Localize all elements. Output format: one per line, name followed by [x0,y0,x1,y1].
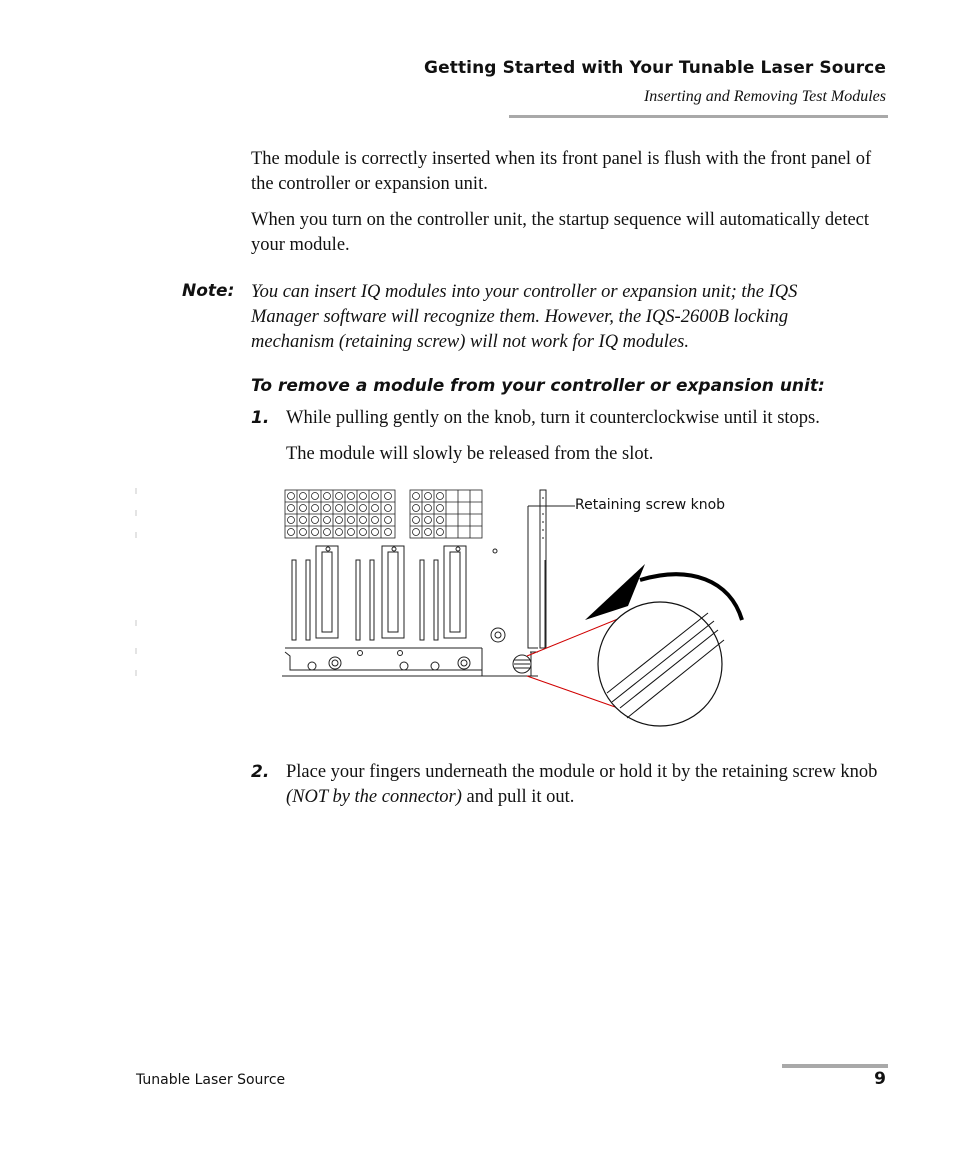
step-1-text: While pulling gently on the knob, turn it counterclockwise until it stops. [286,408,820,428]
running-header-title: Getting Started with Your Tunable Laser Source [424,58,886,78]
paragraph-startup-sequence: When you turn on the controller unit, the startup sequence will automatically detect your module. [251,210,870,255]
step-2-number: 2. [251,762,270,782]
module-removal-figure [130,480,760,730]
note-label: Note: [182,281,235,301]
footer-rule [782,1064,888,1068]
step-2-text [286,760,896,810]
step-2-text-end: and pull it out. [461,787,575,807]
procedure-title: To remove a module from your controller or expansion unit: [251,376,825,396]
running-header-subtitle: Inserting and Removing Test Modules [643,88,886,105]
step-2-text-start: Place your fingers underneath the module or hold it by the retaining screw knob [286,762,878,782]
controller-unit-illustration [130,480,760,730]
footer-product-name: Tunable Laser Source [136,1072,286,1088]
page-number: 9 [874,1069,886,1089]
magnified-knob [598,602,724,726]
step-1-number: 1. [251,408,270,428]
note-text: You can insert IQ modules into your controller or expansion unit; the IQS Manager software will recognize them. However, the IQS-2600B locking mechanism (retaining screw) will not work for IQ modules. [251,282,798,352]
paragraph-module-inserted: The module is correctly inserted when its front panel is flush with the front panel of the controller or expansion unit. [251,149,872,194]
step-1-result: The module will slowly be released from the slot. [286,444,654,464]
callout-retaining-screw-knob: Retaining screw knob [575,497,726,513]
header-rule [509,115,888,118]
step-2-text-emphasis: (NOT by the connector) [286,787,462,807]
